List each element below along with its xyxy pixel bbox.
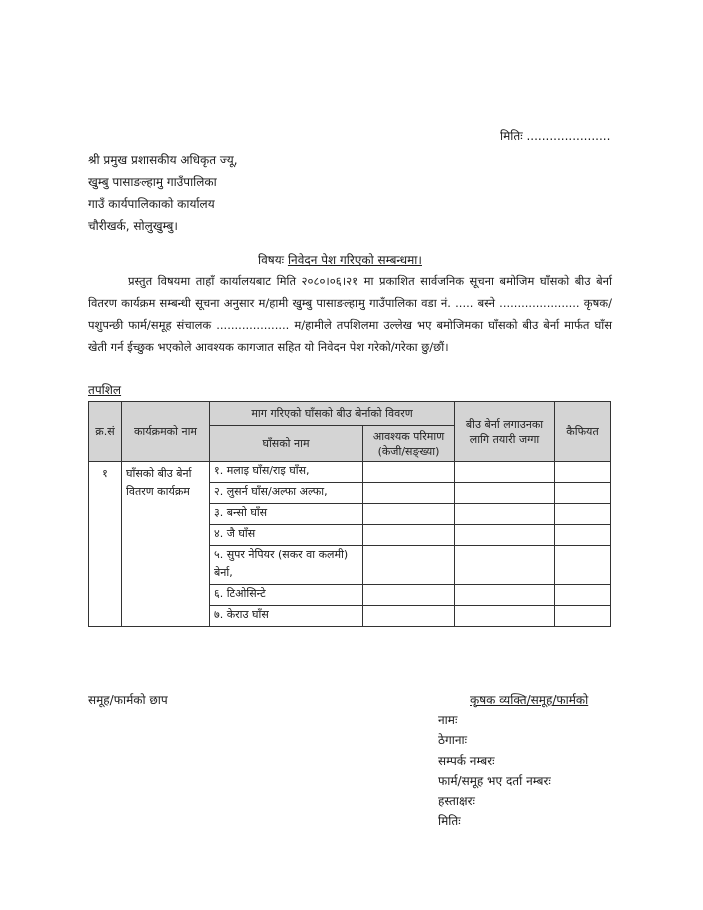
stamp-label: समूह/फार्मको छाप <box>88 693 168 707</box>
row-program: घाँसको बीउ बेर्ना वितरण कार्यक्रम <box>122 462 210 627</box>
remarks-cell[interactable] <box>555 462 611 483</box>
grass-item: ७. केराउ घाँस <box>210 606 363 627</box>
table-row <box>89 462 611 483</box>
remarks-cell[interactable] <box>555 525 611 546</box>
quantity-cell[interactable] <box>363 606 455 627</box>
remarks-cell[interactable] <box>555 504 611 525</box>
field-contact: सम्पर्क नम्बरः <box>438 754 495 768</box>
header-group: माग गरिएको घाँसको बीउ बेर्नाको विवरण <box>210 402 455 426</box>
request-table <box>88 401 611 627</box>
field-address: ठेगानाः <box>438 733 468 747</box>
grass-item: ४. जै घाँस <box>210 525 363 546</box>
subject-label: विषयः <box>258 253 285 267</box>
header-grass-name: घाँसको नाम <box>210 426 363 462</box>
date-line: मितिः ...................... <box>500 129 611 143</box>
addressee-line-4: चौरीखर्क, सोलुखुम्बु। <box>88 219 178 233</box>
field-date: मितिः <box>438 814 461 828</box>
land-cell[interactable] <box>455 483 555 504</box>
quantity-cell[interactable] <box>363 585 455 606</box>
quantity-cell[interactable] <box>363 546 455 585</box>
body-paragraph: प्रस्तुत विषयमा ताहाँ कार्यालयबाट मिति २०८०।०६।२१ मा प्रकाशित सार्वजनिक सूचना बमोजिम घाँसको बीउ बेर्ना वितरण कार्यक्रम सम्बन्धी सूचना अनुसार म/हामी खुम्बु पासाङल्हामु गाउँपालिका वडा नं. ..... बस्ने ...................... कृषक/पशुपन्छी फार्म/समूह संचालक .................... म/हामीले तपशिलमा उल्लेख भए बमोजिमका घाँसको बीउ बेर्ना मार्फत घाँस खेती गर्न ईच्छुक भएकोले आवश्यक कागजात सहित यो निवेदन पेश गरेको/गरेका छु/छौं। <box>88 274 612 354</box>
header-land: बीउ बेर्ना लगाउनका लागि तयारी जग्गा <box>455 402 555 462</box>
header-program: कार्यक्रमको नाम <box>122 402 210 462</box>
grass-item: ३. बन्सो घाँस <box>210 504 363 525</box>
header-quantity: आवश्यक परिमाण (केजी/सङ्ख्या) <box>363 426 455 462</box>
quantity-cell[interactable] <box>363 525 455 546</box>
land-cell[interactable] <box>455 546 555 585</box>
remarks-cell[interactable] <box>555 585 611 606</box>
remarks-cell[interactable] <box>555 483 611 504</box>
field-name: नामः <box>438 713 458 727</box>
addressee-line-1: श्री प्रमुख प्रशासकीय अधिकृत ज्यू, <box>88 153 238 167</box>
land-cell[interactable] <box>455 525 555 546</box>
quantity-cell[interactable] <box>363 504 455 525</box>
land-cell[interactable] <box>455 504 555 525</box>
quantity-cell[interactable] <box>363 483 455 504</box>
quantity-cell[interactable] <box>363 462 455 483</box>
grass-item: १. मलाइ घाँस/राइ घाँस, <box>210 462 363 483</box>
row-sn: १ <box>89 462 122 627</box>
field-signature: हस्ताक्षरः <box>438 794 475 808</box>
subject-text: निवेदन पेश गरिएको सम्बन्धमा। <box>287 253 422 267</box>
applicant-title: कृषक व्यक्ति/समूह/फार्मको <box>470 693 589 707</box>
land-cell[interactable] <box>455 585 555 606</box>
subject-line <box>258 252 422 268</box>
field-registration: फार्म/समूह भए दर्ता नम्बरः <box>438 774 551 788</box>
addressee-line-2: खुम्बु पासाङल्हामु गाउँपालिका <box>88 175 217 189</box>
land-cell[interactable] <box>455 606 555 627</box>
addressee-line-3: गाउँ कार्यपालिकाको कार्यालय <box>88 197 215 211</box>
header-sn: क्र.सं <box>89 402 122 462</box>
grass-item: २. लुसर्न घाँस/अल्फा अल्फा, <box>210 483 363 504</box>
land-cell[interactable] <box>455 462 555 483</box>
tapsil-heading: तपशिल <box>88 383 122 397</box>
remarks-cell[interactable] <box>555 606 611 627</box>
remarks-cell[interactable] <box>555 546 611 585</box>
header-remarks: कैफियत <box>555 402 611 462</box>
grass-item: ५. सुपर नेपियर (सकर वा कलमी) बेर्ना, <box>210 546 363 585</box>
grass-item: ६. टिओसिन्टे <box>210 585 363 606</box>
